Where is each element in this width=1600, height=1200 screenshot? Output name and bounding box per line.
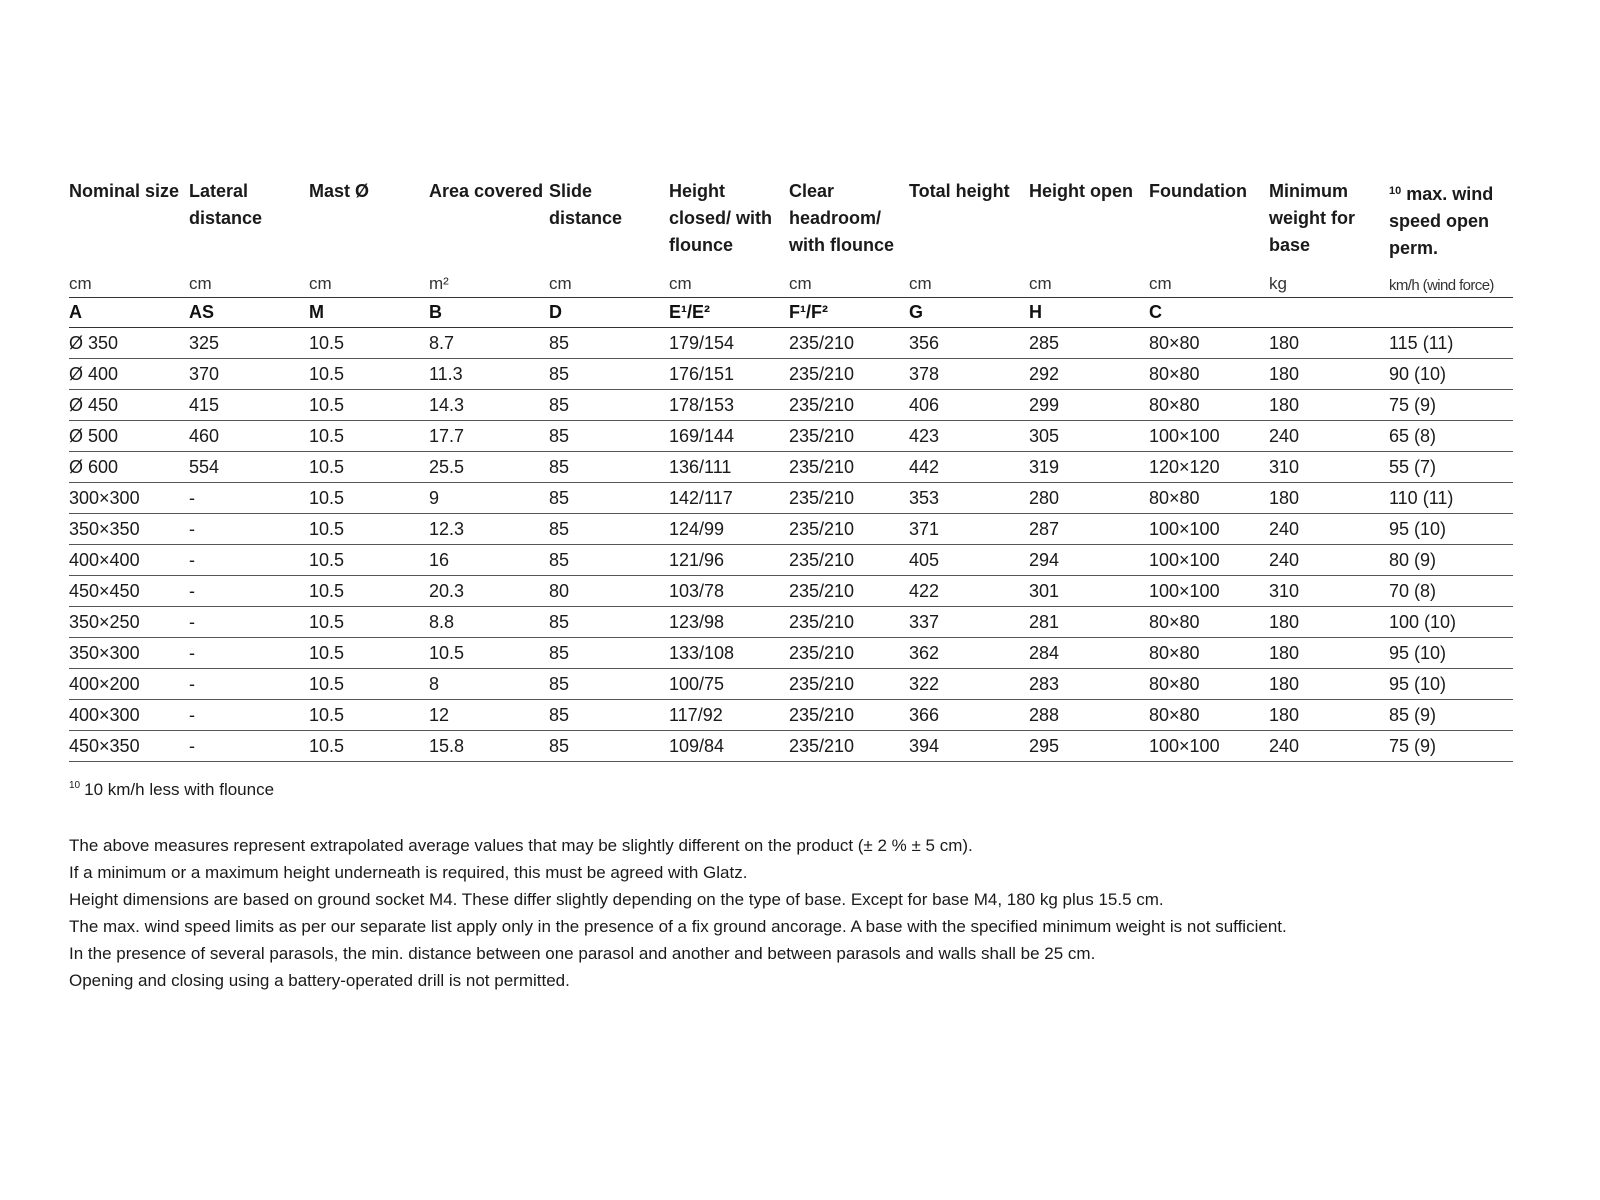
- spec-table-container: [69, 178, 1513, 762]
- note-line: The max. wind speed limits as per our separate list apply only in the presence of a fix ground ancorage. A base with the specified minimum weight is not sufficient.: [69, 917, 1287, 936]
- table-cell: 300×300: [69, 483, 189, 514]
- table-cell: 305: [1029, 421, 1149, 452]
- table-cell: 75 (9): [1389, 390, 1513, 421]
- table-cell: 350×250: [69, 607, 189, 638]
- table-cell: 100×100: [1149, 545, 1269, 576]
- table-cell: 90 (10): [1389, 359, 1513, 390]
- table-cell: 240: [1269, 421, 1389, 452]
- table-cell: 85: [549, 669, 669, 700]
- table-cell: 8.8: [429, 607, 549, 638]
- table-cell: 180: [1269, 483, 1389, 514]
- header-max-wind-speed: [1389, 178, 1513, 266]
- table-cell: 400×400: [69, 545, 189, 576]
- table-cell: 16: [429, 545, 549, 576]
- table-cell: 287: [1029, 514, 1149, 545]
- table-cell: 80: [549, 576, 669, 607]
- table-cell: -: [189, 700, 309, 731]
- table-cell: Ø 600: [69, 452, 189, 483]
- table-cell: 10.5: [309, 452, 429, 483]
- table-cell: 450×350: [69, 731, 189, 762]
- unit-cell: cm: [1149, 266, 1269, 298]
- table-row: [69, 452, 1513, 483]
- table-cell: 356: [909, 328, 1029, 359]
- table-cell: 14.3: [429, 390, 549, 421]
- table-cell: 100/75: [669, 669, 789, 700]
- table-cell: 100×100: [1149, 514, 1269, 545]
- table-cell: 235/210: [789, 359, 909, 390]
- table-cell: 292: [1029, 359, 1149, 390]
- table-cell: 110 (11): [1389, 483, 1513, 514]
- footnote-text: 10 km/h less with flounce: [84, 780, 275, 799]
- table-cell: 121/96: [669, 545, 789, 576]
- table-cell: 10.5: [309, 421, 429, 452]
- table-cell: 8: [429, 669, 549, 700]
- table-cell: 235/210: [789, 452, 909, 483]
- unit-cell: cm: [189, 266, 309, 298]
- table-cell: 371: [909, 514, 1029, 545]
- table-cell: 8.7: [429, 328, 549, 359]
- table-cell: 10.5: [309, 669, 429, 700]
- table-cell: 423: [909, 421, 1029, 452]
- unit-cell: cm: [69, 266, 189, 298]
- table-cell: 415: [189, 390, 309, 421]
- table-cell: 142/117: [669, 483, 789, 514]
- header-clear-headroom: Clear headroom/ with flounce: [789, 181, 894, 255]
- footnote-marker: 10: [69, 780, 81, 791]
- table-cell: 284: [1029, 638, 1149, 669]
- table-cell: 10.5: [309, 731, 429, 762]
- table-cell: 180: [1269, 700, 1389, 731]
- table-cell: 235/210: [789, 328, 909, 359]
- table-row: [69, 700, 1513, 731]
- header-mast-diameter: Mast Ø: [309, 181, 370, 201]
- table-cell: 180: [1269, 359, 1389, 390]
- notes-block: [69, 832, 1287, 994]
- table-cell: 283: [1029, 669, 1149, 700]
- table-cell: 299: [1029, 390, 1149, 421]
- table-cell: 310: [1269, 576, 1389, 607]
- table-cell: 123/98: [669, 607, 789, 638]
- table-cell: 85: [549, 390, 669, 421]
- unit-cell: km/h (wind force): [1389, 266, 1513, 298]
- code-cell: [1269, 298, 1389, 328]
- table-cell: 15.8: [429, 731, 549, 762]
- table-row: [69, 514, 1513, 545]
- table-cell: -: [189, 483, 309, 514]
- table-cell: 370: [189, 359, 309, 390]
- table-cell: 400×200: [69, 669, 189, 700]
- table-cell: 180: [1269, 607, 1389, 638]
- table-cell: 422: [909, 576, 1029, 607]
- table-cell: 95 (10): [1389, 669, 1513, 700]
- table-cell: 85 (9): [1389, 700, 1513, 731]
- table-row: [69, 483, 1513, 514]
- note-line: The above measures represent extrapolated average values that may be slightly different on the product (± 2 % ± 5 cm).: [69, 836, 973, 855]
- table-cell: 10.5: [309, 514, 429, 545]
- table-cell: 85: [549, 607, 669, 638]
- table-cell: 80×80: [1149, 359, 1269, 390]
- table-cell: 176/151: [669, 359, 789, 390]
- code-row: [69, 298, 1513, 328]
- code-cell: C: [1149, 298, 1269, 328]
- header-footnote-marker: 10: [1389, 185, 1402, 197]
- unit-cell: kg: [1269, 266, 1389, 298]
- table-cell: 20.3: [429, 576, 549, 607]
- table-cell: 85: [549, 731, 669, 762]
- table-cell: 240: [1269, 545, 1389, 576]
- table-cell: 17.7: [429, 421, 549, 452]
- table-cell: 235/210: [789, 700, 909, 731]
- table-cell: 366: [909, 700, 1029, 731]
- table-cell: 10.5: [309, 576, 429, 607]
- header-row: [69, 178, 1513, 266]
- table-cell: 10.5: [309, 328, 429, 359]
- table-cell: 70 (8): [1389, 576, 1513, 607]
- table-cell: Ø 350: [69, 328, 189, 359]
- table-cell: 353: [909, 483, 1029, 514]
- table-cell: 80×80: [1149, 669, 1269, 700]
- table-cell: 85: [549, 452, 669, 483]
- table-cell: 281: [1029, 607, 1149, 638]
- table-row: [69, 731, 1513, 762]
- table-cell: 10.5: [309, 483, 429, 514]
- table-cell: 10.5: [429, 638, 549, 669]
- table-cell: 295: [1029, 731, 1149, 762]
- table-cell: 120×120: [1149, 452, 1269, 483]
- table-cell: 178/153: [669, 390, 789, 421]
- table-cell: 9: [429, 483, 549, 514]
- table-cell: 235/210: [789, 514, 909, 545]
- table-cell: 65 (8): [1389, 421, 1513, 452]
- table-cell: 288: [1029, 700, 1149, 731]
- table-cell: 80×80: [1149, 638, 1269, 669]
- table-cell: 350×350: [69, 514, 189, 545]
- table-cell: 337: [909, 607, 1029, 638]
- table-cell: 362: [909, 638, 1029, 669]
- header-total-height: Total height: [909, 181, 1010, 201]
- table-cell: 85: [549, 638, 669, 669]
- table-cell: 103/78: [669, 576, 789, 607]
- table-cell: 378: [909, 359, 1029, 390]
- table-cell: 85: [549, 328, 669, 359]
- table-cell: 322: [909, 669, 1029, 700]
- table-cell: 240: [1269, 514, 1389, 545]
- table-cell: 117/92: [669, 700, 789, 731]
- table-cell: 235/210: [789, 483, 909, 514]
- spec-table: [69, 178, 1513, 762]
- table-cell: 235/210: [789, 545, 909, 576]
- table-cell: 55 (7): [1389, 452, 1513, 483]
- header-nominal-size: Nominal size: [69, 181, 180, 201]
- table-cell: 285: [1029, 328, 1149, 359]
- table-cell: 85: [549, 514, 669, 545]
- table-cell: -: [189, 731, 309, 762]
- table-cell: 100×100: [1149, 576, 1269, 607]
- table-cell: Ø 450: [69, 390, 189, 421]
- header-max-wind-speed-label: max. wind speed open perm.: [1389, 184, 1494, 258]
- header-lateral-distance: Lateral distance: [189, 181, 263, 228]
- note-line: Opening and closing using a battery-operated drill is not permitted.: [69, 971, 570, 990]
- table-cell: 10.5: [309, 607, 429, 638]
- code-cell: A: [69, 298, 189, 328]
- table-cell: 25.5: [429, 452, 549, 483]
- note-line: If a minimum or a maximum height underneath is required, this must be agreed with Glatz.: [69, 863, 748, 882]
- table-row: [69, 607, 1513, 638]
- table-row: [69, 359, 1513, 390]
- table-cell: -: [189, 576, 309, 607]
- table-cell: 450×450: [69, 576, 189, 607]
- table-row: [69, 638, 1513, 669]
- table-cell: 325: [189, 328, 309, 359]
- table-cell: 235/210: [789, 421, 909, 452]
- table-cell: 85: [549, 700, 669, 731]
- table-cell: 75 (9): [1389, 731, 1513, 762]
- table-cell: 12: [429, 700, 549, 731]
- table-cell: 235/210: [789, 390, 909, 421]
- table-cell: -: [189, 669, 309, 700]
- table-cell: 10.5: [309, 390, 429, 421]
- table-cell: 554: [189, 452, 309, 483]
- table-cell: 115 (11): [1389, 328, 1513, 359]
- table-cell: 109/84: [669, 731, 789, 762]
- code-cell: F¹/F²: [789, 298, 909, 328]
- note-line: Height dimensions are based on ground socket M4. These differ slightly depending on the type of base. Except for base M4, 180 kg plus 15.5 cm.: [69, 890, 1164, 909]
- unit-cell: cm: [549, 266, 669, 298]
- header-foundation: Foundation: [1149, 181, 1247, 201]
- table-body: [69, 328, 1513, 762]
- table-cell: 136/111: [669, 452, 789, 483]
- table-cell: 319: [1029, 452, 1149, 483]
- table-cell: 100×100: [1149, 731, 1269, 762]
- table-cell: 180: [1269, 390, 1389, 421]
- table-cell: 95 (10): [1389, 514, 1513, 545]
- table-cell: 350×300: [69, 638, 189, 669]
- table-cell: 124/99: [669, 514, 789, 545]
- unit-cell: cm: [669, 266, 789, 298]
- table-cell: 10.5: [309, 545, 429, 576]
- table-cell: 80×80: [1149, 607, 1269, 638]
- table-cell: -: [189, 514, 309, 545]
- table-cell: 95 (10): [1389, 638, 1513, 669]
- table-cell: 442: [909, 452, 1029, 483]
- table-cell: 235/210: [789, 669, 909, 700]
- table-cell: 80×80: [1149, 700, 1269, 731]
- table-row: [69, 328, 1513, 359]
- table-row: [69, 421, 1513, 452]
- table-cell: 310: [1269, 452, 1389, 483]
- table-cell: 235/210: [789, 576, 909, 607]
- table-cell: 10.5: [309, 638, 429, 669]
- table-cell: 85: [549, 545, 669, 576]
- code-cell: B: [429, 298, 549, 328]
- table-cell: 11.3: [429, 359, 549, 390]
- header-minimum-weight: Minimum weight for base: [1269, 181, 1355, 255]
- footnote: [69, 780, 274, 800]
- table-cell: Ø 400: [69, 359, 189, 390]
- table-cell: 235/210: [789, 607, 909, 638]
- table-cell: 235/210: [789, 638, 909, 669]
- header-height-open: Height open: [1029, 181, 1133, 201]
- table-cell: 301: [1029, 576, 1149, 607]
- table-cell: 85: [549, 359, 669, 390]
- table-cell: 394: [909, 731, 1029, 762]
- table-cell: 133/108: [669, 638, 789, 669]
- table-cell: 180: [1269, 328, 1389, 359]
- code-cell: E¹/E²: [669, 298, 789, 328]
- unit-cell: cm: [1029, 266, 1149, 298]
- code-cell: M: [309, 298, 429, 328]
- code-cell: [1389, 298, 1513, 328]
- table-cell: 100 (10): [1389, 607, 1513, 638]
- table-row: [69, 390, 1513, 421]
- table-row: [69, 545, 1513, 576]
- table-cell: 80×80: [1149, 390, 1269, 421]
- header-height-closed: Height closed/ with flounce: [669, 181, 773, 255]
- unit-cell: cm: [309, 266, 429, 298]
- table-cell: Ø 500: [69, 421, 189, 452]
- table-cell: 10.5: [309, 700, 429, 731]
- table-cell: 179/154: [669, 328, 789, 359]
- unit-cell: cm: [909, 266, 1029, 298]
- code-cell: AS: [189, 298, 309, 328]
- table-row: [69, 576, 1513, 607]
- table-cell: 80×80: [1149, 328, 1269, 359]
- table-cell: 235/210: [789, 731, 909, 762]
- table-cell: 400×300: [69, 700, 189, 731]
- header-slide-distance: Slide distance: [549, 181, 623, 228]
- table-cell: 169/144: [669, 421, 789, 452]
- table-cell: 240: [1269, 731, 1389, 762]
- table-cell: -: [189, 607, 309, 638]
- table-cell: 180: [1269, 638, 1389, 669]
- table-cell: 80 (9): [1389, 545, 1513, 576]
- unit-cell: m²: [429, 266, 549, 298]
- table-cell: 10.5: [309, 359, 429, 390]
- table-cell: 85: [549, 421, 669, 452]
- table-cell: 406: [909, 390, 1029, 421]
- unit-cell: cm: [789, 266, 909, 298]
- table-cell: 294: [1029, 545, 1149, 576]
- code-cell: G: [909, 298, 1029, 328]
- table-cell: -: [189, 545, 309, 576]
- header-area-covered: Area covered: [429, 181, 544, 201]
- table-cell: -: [189, 638, 309, 669]
- code-cell: D: [549, 298, 669, 328]
- table-cell: 80×80: [1149, 483, 1269, 514]
- table-row: [69, 669, 1513, 700]
- table-cell: 405: [909, 545, 1029, 576]
- table-cell: 460: [189, 421, 309, 452]
- unit-row: [69, 266, 1513, 298]
- table-cell: 12.3: [429, 514, 549, 545]
- table-cell: 85: [549, 483, 669, 514]
- table-cell: 280: [1029, 483, 1149, 514]
- table-cell: 100×100: [1149, 421, 1269, 452]
- note-line: In the presence of several parasols, the min. distance between one parasol and another and between parasols and walls shall be 25 cm.: [69, 944, 1096, 963]
- table-cell: 180: [1269, 669, 1389, 700]
- code-cell: H: [1029, 298, 1149, 328]
